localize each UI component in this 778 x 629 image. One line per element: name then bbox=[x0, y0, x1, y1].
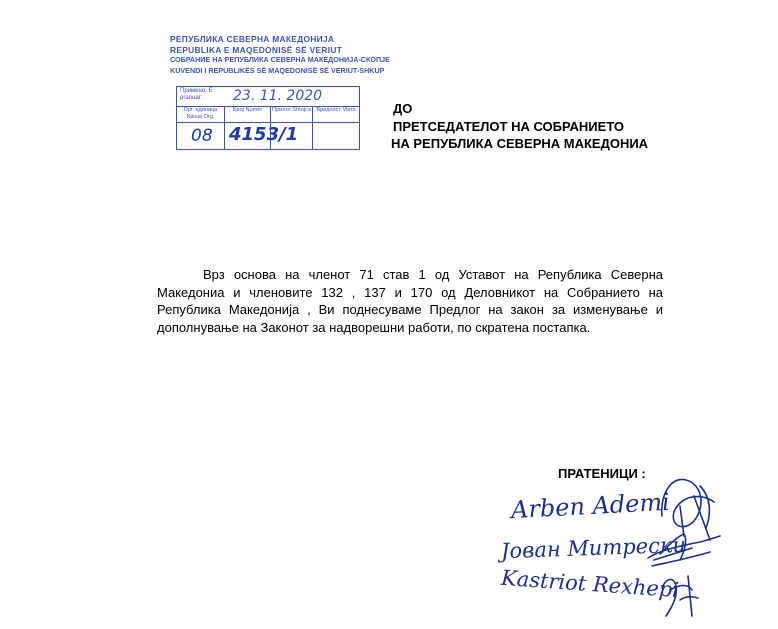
registry-stamp-header bbox=[170, 34, 392, 76]
addressee-line-1: ПРЕТСЕДАТЕЛОТ НА СОБРАНИЕТО bbox=[393, 119, 625, 134]
body-paragraph: Врз основа на членот 71 став 1 од Уставот на Република Северна Македониа и членовите 132 , 137 и 170 од Деловникот на Собранието на Република Македонија , Ви поднесуваме Предлог на закон за изменување и дополнување на Законот за надворешни работи, по скратена постапка. bbox=[157, 267, 663, 335]
stamp-col-value: Вредност Vlera bbox=[316, 107, 356, 113]
signature-1-mark bbox=[662, 479, 714, 540]
stamp-col-org: Орг. единица Njësia Org. bbox=[177, 106, 225, 122]
stamp-received-date: 23. 11. 2020 bbox=[233, 88, 323, 104]
registry-stamp-box bbox=[176, 86, 360, 150]
signature-name-1: Arben Ademi bbox=[510, 487, 671, 525]
stamp-val-attach-cell bbox=[271, 122, 313, 149]
stamp-line: REPUBLIKA E MAQEDONISË SË VERIUT bbox=[170, 44, 343, 55]
stamp-col-number: Број Numër bbox=[225, 106, 271, 122]
stamp-line: СОБРАНИЕ НА РЕПУБЛИКА СЕВЕРНА МАКЕДОНИЈА-СКОПЈЕ bbox=[170, 55, 390, 64]
signature-marks bbox=[640, 466, 730, 626]
stamp-received-label: Примено: E pranuar: bbox=[180, 88, 213, 101]
signature-2-mark bbox=[648, 534, 720, 566]
signature-3-mark bbox=[662, 576, 698, 616]
stamp-val-number-cell bbox=[225, 122, 299, 149]
addressee-line-2: НА РЕПУБЛИКА СЕВЕРНА МАКЕДОНИА bbox=[391, 136, 649, 151]
stamp-number-value: 4153/1 bbox=[229, 124, 299, 145]
signature-name-2: Јован Митрески bbox=[500, 532, 687, 564]
stamp-columns-row bbox=[177, 106, 359, 123]
stamp-date-row bbox=[177, 87, 359, 107]
stamp-col-attach: Прилог Shtojca bbox=[271, 106, 313, 122]
stamp-org-value: 08 bbox=[191, 126, 213, 146]
addressee-to: ДО bbox=[393, 101, 413, 116]
stamp-val-org-cell bbox=[177, 122, 225, 149]
signature-name-3: Kastriot Rexhepi bbox=[500, 565, 680, 603]
stamp-values-row bbox=[177, 122, 359, 149]
stamp-line: KUVENDI I REPUBLIKËS SË MAQEDONISË SË VERIUT-SHKUP bbox=[170, 65, 385, 75]
signers-label: ПРАТЕНИЦИ : bbox=[558, 466, 646, 481]
stamp-line: РЕПУБЛИКА СЕВЕРНА МАКЕДОНИЈА bbox=[170, 34, 335, 44]
